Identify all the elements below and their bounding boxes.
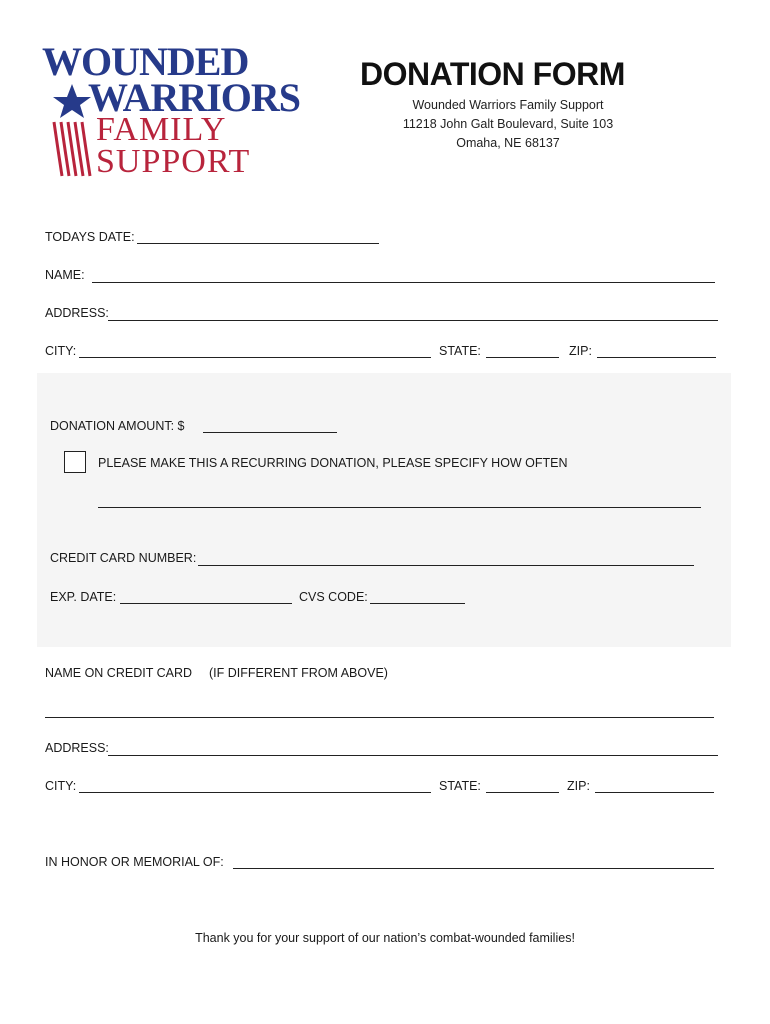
cvs-code-field[interactable] (370, 603, 465, 604)
org-name: Wounded Warriors Family Support (412, 98, 604, 112)
zip-label: ZIP: (569, 344, 592, 358)
state-label: STATE: (439, 344, 481, 358)
recurring-donation-label: PLEASE MAKE THIS A RECURRING DONATION, PLEASE SPECIFY HOW OFTEN (98, 456, 568, 470)
recurring-frequency-field[interactable] (98, 507, 701, 508)
state-field[interactable] (486, 357, 559, 358)
exp-date-label: EXP. DATE: (50, 590, 117, 604)
form-title: DONATION FORM (360, 56, 625, 92)
card-address-label: ADDRESS: (45, 741, 109, 755)
donation-amount-label: DONATION AMOUNT: $ (50, 419, 185, 433)
card-city-field[interactable] (79, 792, 431, 793)
name-label: NAME: (45, 268, 85, 282)
zip-field[interactable] (597, 357, 716, 358)
card-state-label: STATE: (439, 779, 481, 793)
logo-line-support: SUPPORT (96, 143, 251, 180)
card-state-field[interactable] (486, 792, 559, 793)
city-field[interactable] (79, 357, 431, 358)
recurring-donation-checkbox[interactable] (64, 451, 86, 473)
logo-line-family: FAMILY (96, 111, 227, 148)
card-zip-field[interactable] (595, 792, 714, 793)
honor-memorial-field[interactable] (233, 868, 714, 869)
thank-you-message: Thank you for your support of our nation’s combat-wounded families! (195, 931, 575, 945)
honor-memorial-label: IN HONOR OR MEMORIAL OF: (45, 855, 224, 869)
name-on-card-label: NAME ON CREDIT CARD (45, 666, 193, 680)
org-city-line: Omaha, NE 68137 (456, 136, 560, 150)
logo-line-warriors: WARRIORS (88, 75, 301, 120)
cvs-code-label: CVS CODE: (299, 590, 368, 604)
org-street: 11218 John Galt Boulevard, Suite 103 (402, 117, 614, 131)
logo-line-wounded: WOUNDED (42, 39, 249, 84)
name-field[interactable] (92, 282, 715, 283)
if-different-note: (IF DIFFERENT FROM ABOVE) (209, 666, 388, 680)
address-label: ADDRESS: (45, 306, 109, 320)
card-zip-label: ZIP: (567, 779, 590, 793)
address-field[interactable] (108, 320, 718, 321)
todays-date-label: TODAYS DATE: (45, 230, 135, 244)
credit-card-number-field[interactable] (198, 565, 694, 566)
donation-amount-field[interactable] (203, 432, 337, 433)
exp-date-field[interactable] (120, 603, 292, 604)
organization-logo (42, 39, 301, 180)
name-on-card-field[interactable] (45, 717, 714, 718)
star-flag-icon (48, 80, 96, 178)
city-label: CITY: (45, 344, 77, 358)
credit-card-number-label: CREDIT CARD NUMBER: (50, 551, 197, 565)
todays-date-field[interactable] (137, 243, 379, 244)
donation-section (37, 373, 731, 647)
card-city-label: CITY: (45, 779, 77, 793)
card-address-field[interactable] (108, 755, 718, 756)
